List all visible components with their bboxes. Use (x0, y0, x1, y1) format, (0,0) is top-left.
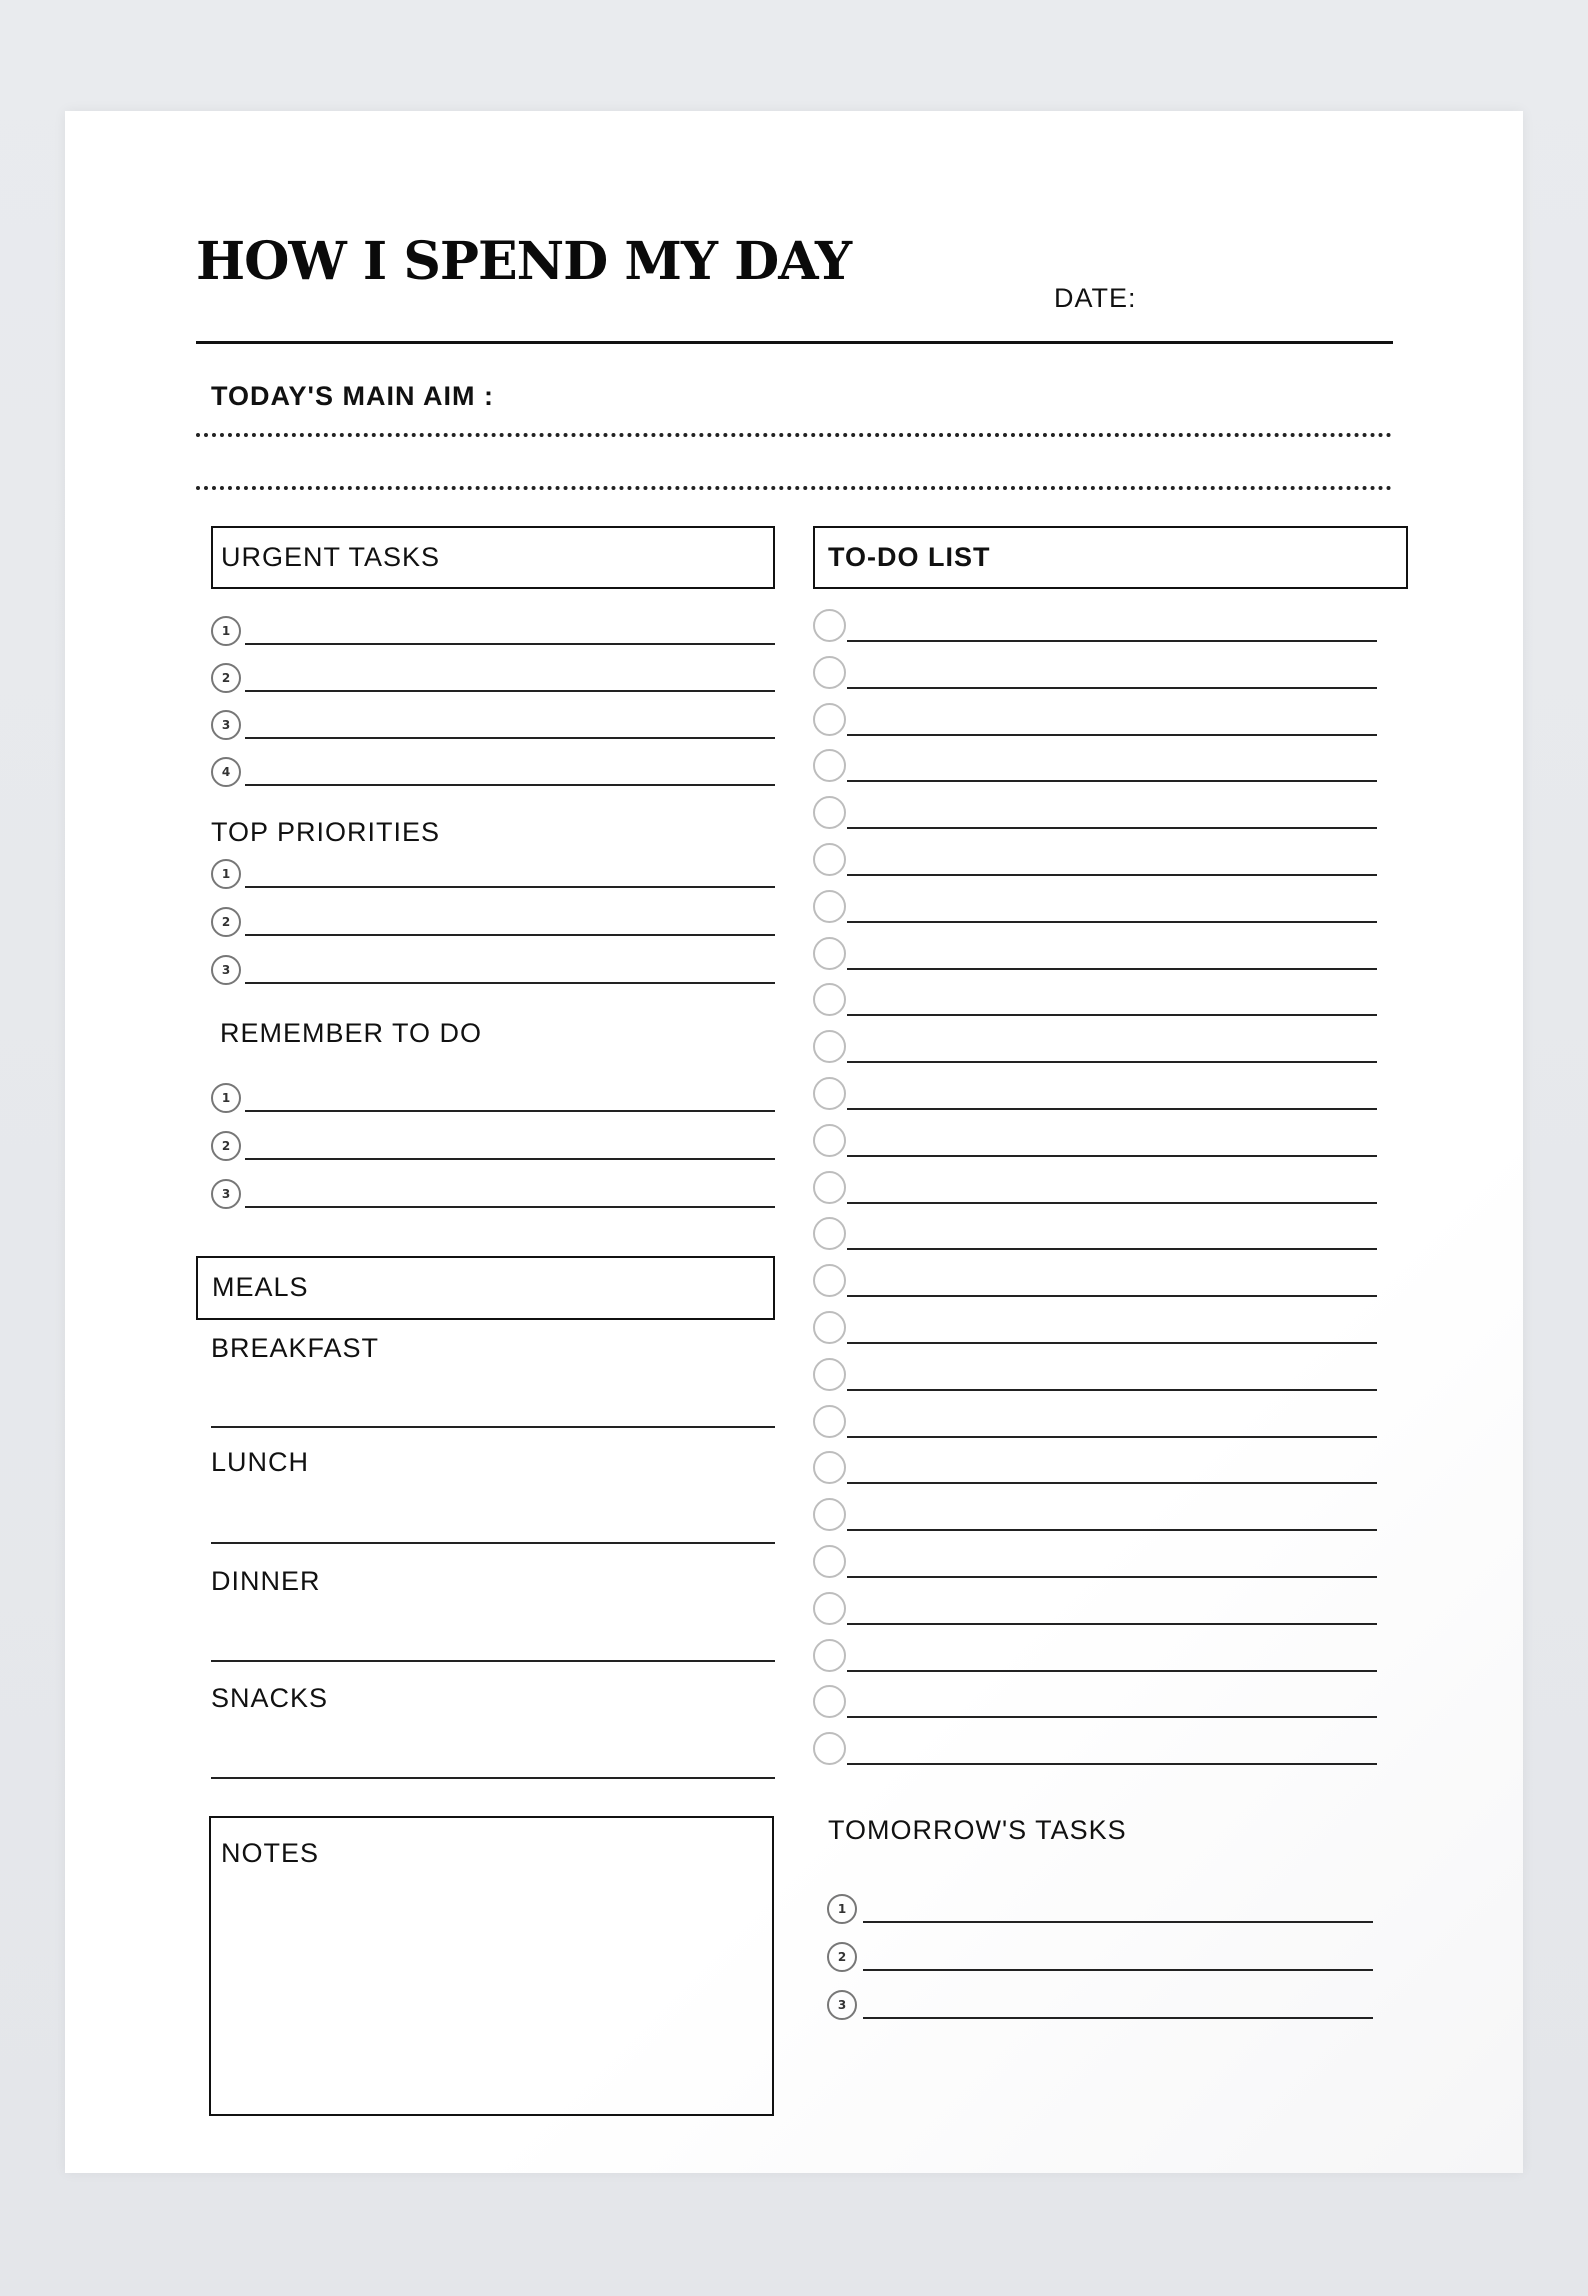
todo-line-1[interactable] (847, 640, 1377, 642)
priority-number-2: 2 (211, 907, 241, 937)
dinner-line[interactable] (211, 1660, 775, 1662)
remember-line-3[interactable] (245, 1206, 775, 1208)
todo-line-9[interactable] (847, 1014, 1377, 1016)
todo-line-8[interactable] (847, 968, 1377, 970)
todo-header (813, 526, 1408, 589)
todo-checkbox-3[interactable] (813, 703, 846, 736)
main-aim-line-2[interactable] (196, 486, 1392, 490)
todo-checkbox-10[interactable] (813, 1030, 846, 1063)
dinner-label: DINNER (211, 1566, 321, 1596)
remember-number-3: 3 (211, 1179, 241, 1209)
meals-label: MEALS (212, 1272, 309, 1302)
notes-label: NOTES (221, 1838, 320, 1868)
priority-line-3[interactable] (245, 982, 775, 984)
todo-line-17[interactable] (847, 1389, 1377, 1391)
todo-checkbox-22[interactable] (813, 1592, 846, 1625)
todo-checkbox-20[interactable] (813, 1498, 846, 1531)
urgent-task-line-4[interactable] (245, 784, 775, 786)
todo-line-12[interactable] (847, 1155, 1377, 1157)
todo-line-3[interactable] (847, 734, 1377, 736)
todo-checkbox-25[interactable] (813, 1732, 846, 1765)
urgent-tasks-header (211, 526, 775, 589)
todo-checkbox-13[interactable] (813, 1171, 846, 1204)
urgent-task-number-3: 3 (211, 710, 241, 740)
urgent-task-line-2[interactable] (245, 690, 775, 692)
lunch-label: LUNCH (211, 1447, 310, 1477)
todo-line-16[interactable] (847, 1342, 1377, 1344)
todo-line-5[interactable] (847, 827, 1377, 829)
todo-checkbox-24[interactable] (813, 1685, 846, 1718)
snacks-line[interactable] (211, 1777, 775, 1779)
todo-checkbox-14[interactable] (813, 1217, 846, 1250)
todo-line-25[interactable] (847, 1763, 1377, 1765)
date-label: DATE: (1054, 283, 1137, 313)
todo-checkbox-18[interactable] (813, 1405, 846, 1438)
tomorrow-line-3[interactable] (863, 2017, 1373, 2019)
breakfast-line[interactable] (211, 1426, 775, 1428)
todo-checkbox-9[interactable] (813, 983, 846, 1016)
todo-checkbox-17[interactable] (813, 1358, 846, 1391)
todo-checkbox-12[interactable] (813, 1124, 846, 1157)
todo-checkbox-1[interactable] (813, 609, 846, 642)
urgent-task-number-2: 2 (211, 663, 241, 693)
todo-line-21[interactable] (847, 1576, 1377, 1578)
todo-line-19[interactable] (847, 1482, 1377, 1484)
todo-label: TO-DO LIST (828, 542, 991, 572)
main-aim-line-1[interactable] (196, 433, 1392, 437)
todo-checkbox-21[interactable] (813, 1545, 846, 1578)
todo-checkbox-7[interactable] (813, 890, 846, 923)
planner-sheet (65, 111, 1523, 2173)
todo-checkbox-2[interactable] (813, 656, 846, 689)
title-divider (196, 341, 1393, 344)
urgent-tasks-label: URGENT TASKS (221, 542, 441, 572)
breakfast-label: BREAKFAST (211, 1333, 380, 1363)
todo-line-18[interactable] (847, 1436, 1377, 1438)
snacks-label: SNACKS (211, 1683, 329, 1713)
priority-number-3: 3 (211, 955, 241, 985)
todo-line-11[interactable] (847, 1108, 1377, 1110)
todo-checkbox-8[interactable] (813, 937, 846, 970)
todo-line-20[interactable] (847, 1529, 1377, 1531)
remember-line-1[interactable] (245, 1110, 775, 1112)
tomorrow-number-3: 3 (827, 1990, 857, 2020)
todo-checkbox-11[interactable] (813, 1077, 846, 1110)
todo-checkbox-16[interactable] (813, 1311, 846, 1344)
priority-line-1[interactable] (245, 886, 775, 888)
urgent-task-number-1: 1 (211, 616, 241, 646)
remember-label: REMEMBER TO DO (220, 1018, 483, 1048)
todo-line-14[interactable] (847, 1248, 1377, 1250)
remember-number-1: 1 (211, 1083, 241, 1113)
urgent-task-number-4: 4 (211, 757, 241, 787)
page-title: HOW I SPEND MY DAY (196, 231, 852, 292)
todo-checkbox-23[interactable] (813, 1639, 846, 1672)
top-priorities-label: TOP PRIORITIES (211, 817, 441, 847)
todo-line-13[interactable] (847, 1202, 1377, 1204)
todo-checkbox-6[interactable] (813, 843, 846, 876)
tomorrow-line-1[interactable] (863, 1921, 1373, 1923)
priority-line-2[interactable] (245, 934, 775, 936)
priority-number-1: 1 (211, 859, 241, 889)
todo-line-24[interactable] (847, 1716, 1377, 1718)
remember-number-2: 2 (211, 1131, 241, 1161)
todo-line-6[interactable] (847, 874, 1377, 876)
urgent-task-line-1[interactable] (245, 643, 775, 645)
tomorrow-number-2: 2 (827, 1942, 857, 1972)
todo-line-22[interactable] (847, 1623, 1377, 1625)
todo-line-23[interactable] (847, 1670, 1377, 1672)
main-aim-label: TODAY'S MAIN AIM : (211, 381, 494, 411)
todo-line-15[interactable] (847, 1295, 1377, 1297)
todo-checkbox-15[interactable] (813, 1264, 846, 1297)
remember-line-2[interactable] (245, 1158, 775, 1160)
todo-checkbox-19[interactable] (813, 1451, 846, 1484)
tomorrow-number-1: 1 (827, 1894, 857, 1924)
tomorrow-line-2[interactable] (863, 1969, 1373, 1971)
meals-header (196, 1256, 775, 1320)
lunch-line[interactable] (211, 1542, 775, 1544)
todo-checkbox-4[interactable] (813, 749, 846, 782)
todo-line-2[interactable] (847, 687, 1377, 689)
todo-line-10[interactable] (847, 1061, 1377, 1063)
urgent-task-line-3[interactable] (245, 737, 775, 739)
todo-line-4[interactable] (847, 780, 1377, 782)
notes-box[interactable] (209, 1816, 774, 2116)
todo-line-7[interactable] (847, 921, 1377, 923)
tomorrow-label: TOMORROW'S TASKS (828, 1815, 1127, 1845)
todo-checkbox-5[interactable] (813, 796, 846, 829)
